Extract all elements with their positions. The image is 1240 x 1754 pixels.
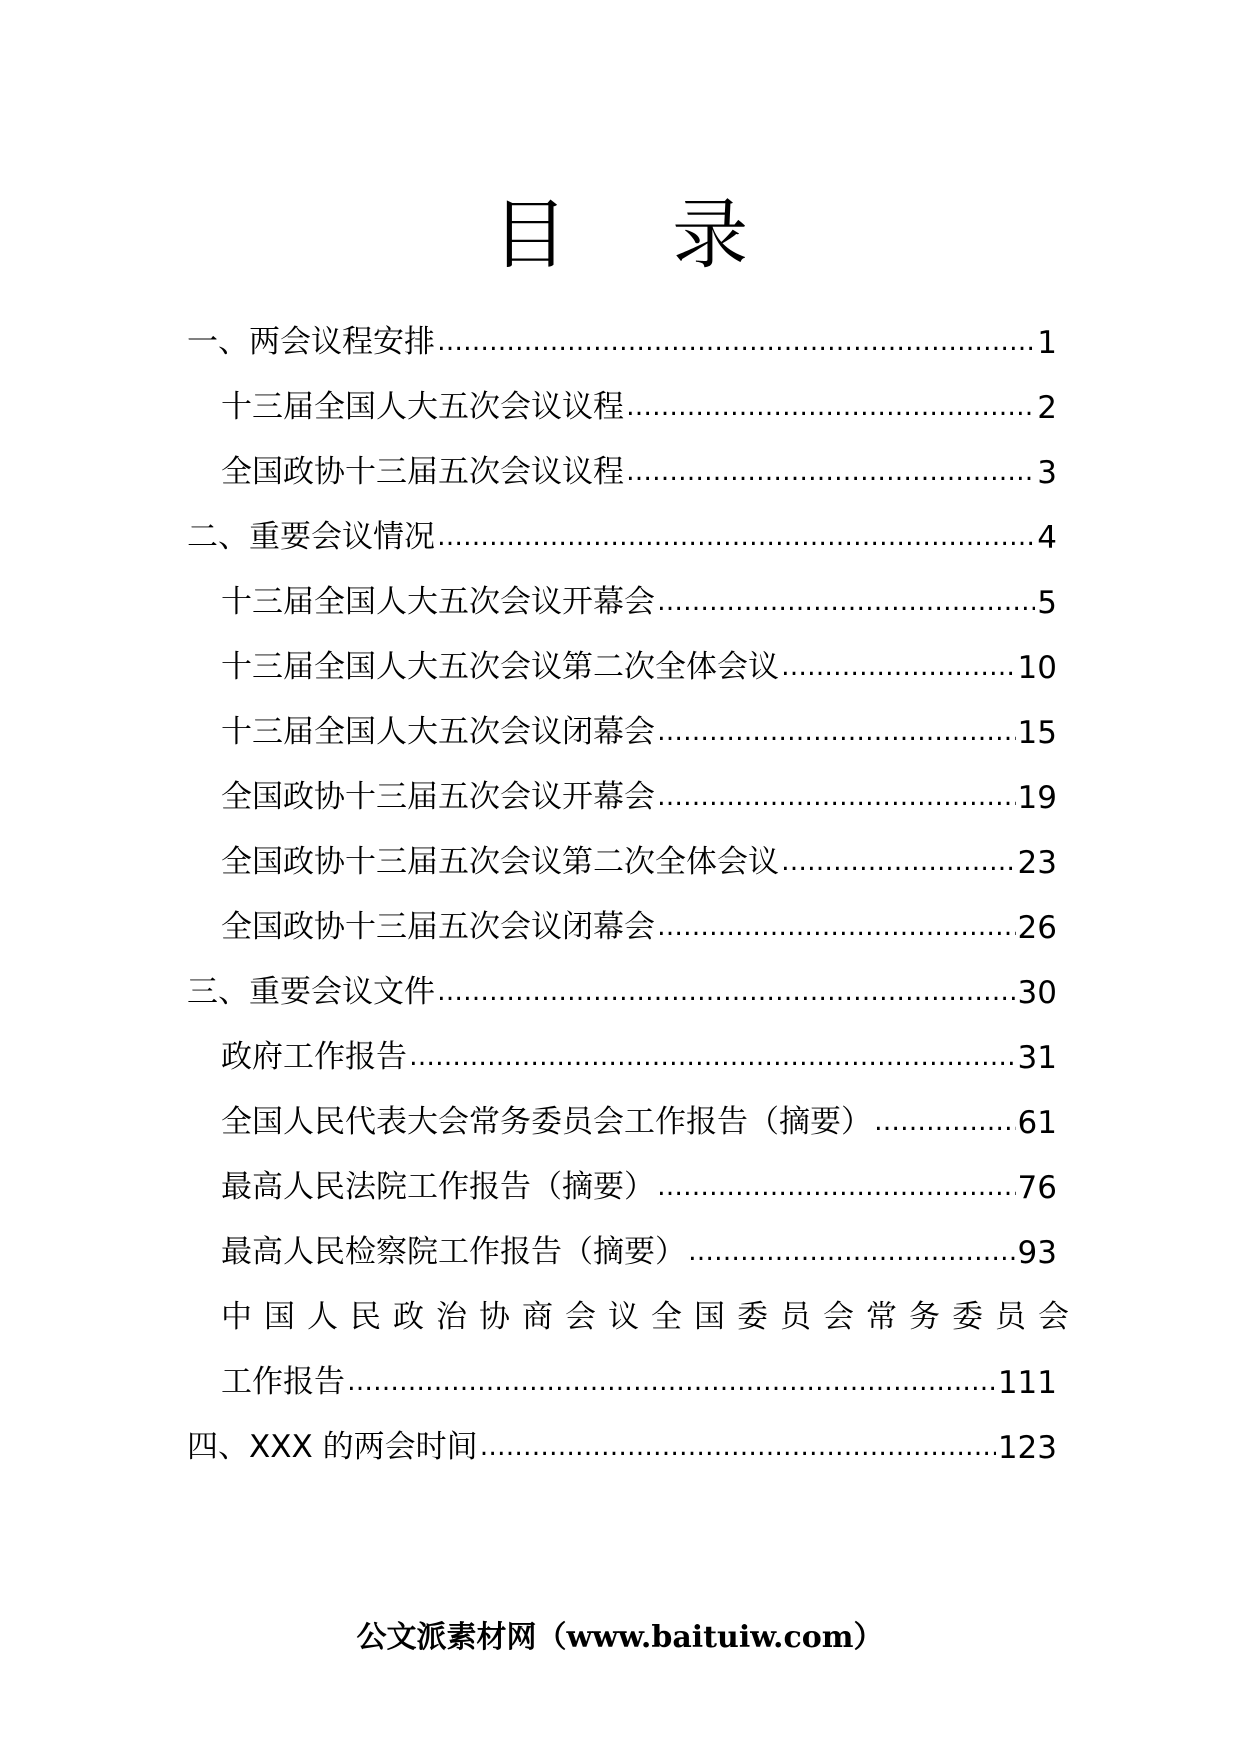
toc-entry-label: 工作报告 [221,1364,345,1400]
dot-leader [657,587,1035,621]
toc-entry[interactable] [187,621,1057,686]
toc-page-number: 19 [1017,780,1057,816]
dot-leader [437,977,1016,1011]
toc-entry[interactable] [187,1011,1057,1076]
toc-entry-label: 中国人民政治协商会议全国委员会常务委员会 [221,1299,1081,1335]
toc-entry-label: 一、两会议程安排 [187,324,435,360]
toc-page-number: 123 [997,1430,1057,1466]
dot-leader [874,1107,1016,1141]
toc-entry-label: 政府工作报告 [221,1039,407,1075]
toc-entry[interactable] [187,1141,1057,1206]
toc-entry-label: 全国政协十三届五次会议议程 [221,454,624,490]
toc-entry-label: 全国政协十三届五次会议第二次全体会议 [221,844,779,880]
toc-entry[interactable] [187,296,1057,361]
dot-leader [657,912,1016,946]
toc-entry[interactable] [187,946,1057,1011]
toc-entry-label: 十三届全国人大五次会议议程 [221,389,624,425]
toc-entry[interactable] [187,556,1057,621]
toc-entry-label: 最高人民检察院工作报告（摘要） [221,1234,686,1270]
toc-entry[interactable] [187,1336,1057,1401]
toc-page-number: 26 [1017,910,1057,946]
toc-page-number: 93 [1017,1235,1057,1271]
toc-entry[interactable] [187,491,1057,556]
toc-page-number: 15 [1017,715,1057,751]
toc-entry[interactable] [187,361,1057,426]
toc-page-number: 2 [1037,390,1057,426]
dot-leader [626,457,1035,491]
toc-entry-label: 十三届全国人大五次会议闭幕会 [221,714,655,750]
dot-leader [657,717,1016,751]
toc-entry-label: 四、XXX 的两会时间 [187,1429,478,1465]
toc-page-number: 3 [1037,455,1057,491]
toc-page-number: 4 [1037,520,1057,556]
toc-entry-label: 全国政协十三届五次会议闭幕会 [221,909,655,945]
toc-page-number: 30 [1017,975,1057,1011]
toc-page-number: 61 [1017,1105,1057,1141]
toc-entry-label: 十三届全国人大五次会议第二次全体会议 [221,649,779,685]
toc-entry[interactable] [187,751,1057,816]
dot-leader [437,327,1035,361]
toc-page-number: 31 [1017,1040,1057,1076]
toc-entry[interactable] [187,686,1057,751]
toc-page-number: 23 [1017,845,1057,881]
dot-leader [626,392,1035,426]
dot-leader [480,1432,996,1466]
page-title: 目 录 [491,190,789,279]
table-of-contents [187,296,1081,1466]
toc-entry-label: 三、重要会议文件 [187,974,435,1010]
dot-leader [657,1172,1016,1206]
dot-leader [781,652,1016,686]
toc-entry-label: 最高人民法院工作报告（摘要） [221,1169,655,1205]
toc-page-number: 1 [1037,325,1057,361]
toc-entry-label: 全国政协十三届五次会议开幕会 [221,779,655,815]
toc-entry-label: 十三届全国人大五次会议开幕会 [221,584,655,620]
dot-leader [347,1367,996,1401]
footer-source: 公文派素材网（www.baituiw.com） [356,1620,884,1655]
toc-entry-label: 二、重要会议情况 [187,519,435,555]
toc-page-number: 10 [1017,650,1057,686]
dot-leader [437,522,1035,556]
toc-entry-wrapped-line[interactable] [187,1271,1081,1336]
toc-entry[interactable] [187,881,1057,946]
toc-entry[interactable] [187,1076,1057,1141]
toc-entry[interactable] [187,816,1057,881]
toc-page-number: 76 [1017,1170,1057,1206]
toc-entry[interactable] [187,426,1057,491]
toc-page-number: 5 [1037,585,1057,621]
dot-leader [688,1237,1016,1271]
toc-page-number: 111 [997,1365,1057,1401]
dot-leader [409,1042,1016,1076]
dot-leader [781,847,1016,881]
toc-entry[interactable] [187,1401,1057,1466]
toc-entry-label: 全国人民代表大会常务委员会工作报告（摘要） [221,1104,872,1140]
dot-leader [657,782,1016,816]
toc-entry[interactable] [187,1206,1057,1271]
